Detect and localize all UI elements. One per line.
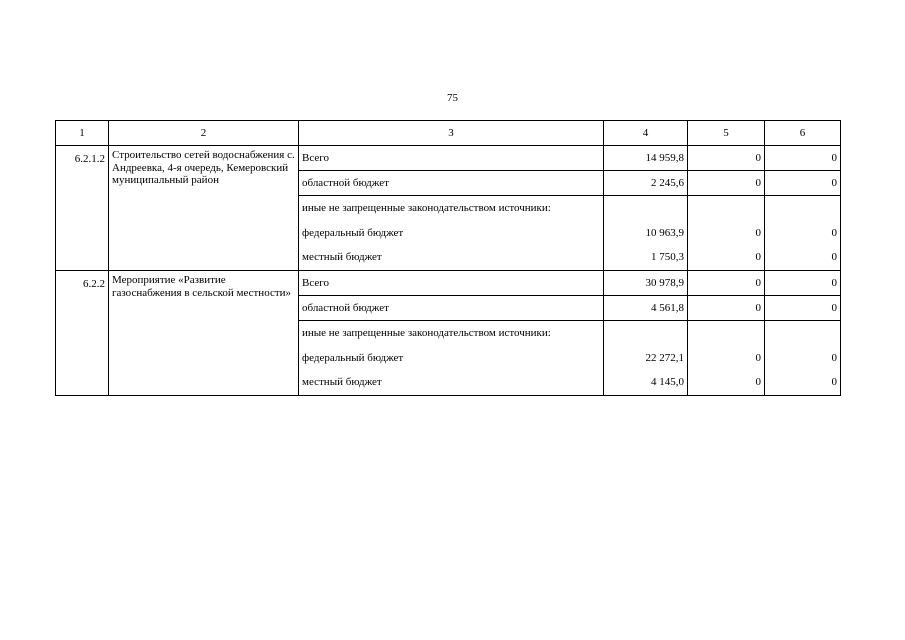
value-col4: [604, 196, 688, 221]
funding-source: областной бюджет: [299, 171, 604, 196]
funding-source: местный бюджет: [299, 371, 604, 396]
value-col5: 0: [688, 371, 765, 396]
value-col4: 4 145,0: [604, 371, 688, 396]
value-col6: 0: [765, 346, 841, 371]
value-col5: 0: [688, 271, 765, 296]
value-col5: 0: [688, 246, 765, 271]
funding-source: федеральный бюджет: [299, 346, 604, 371]
header-cell-3: 3: [299, 121, 604, 146]
funding-source: местный бюджет: [299, 246, 604, 271]
header-cell-1: 1: [56, 121, 109, 146]
value-col5: [688, 321, 765, 346]
item-name: Мероприятие «Развитие газоснабжения в сельской местности»: [109, 271, 299, 396]
item-code: 6.2.1.2: [56, 146, 109, 271]
value-col5: [688, 196, 765, 221]
funding-source: иные не запрещенные законодательством источники:: [299, 196, 604, 221]
value-col4: 30 978,9: [604, 271, 688, 296]
funding-source: Всего: [299, 146, 604, 171]
value-col6: 0: [765, 296, 841, 321]
value-col6: 0: [765, 171, 841, 196]
table-row: [56, 146, 841, 171]
funding-source: областной бюджет: [299, 296, 604, 321]
value-col6: 0: [765, 371, 841, 396]
value-col5: 0: [688, 221, 765, 246]
value-col4: 2 245,6: [604, 171, 688, 196]
funding-source: федеральный бюджет: [299, 221, 604, 246]
page-number: 75: [447, 92, 458, 104]
value-col6: 0: [765, 246, 841, 271]
value-col5: 0: [688, 146, 765, 171]
funding-source: иные не запрещенные законодательством источники:: [299, 321, 604, 346]
value-col6: [765, 196, 841, 221]
budget-table: [55, 120, 841, 396]
value-col5: 0: [688, 171, 765, 196]
value-col5: 0: [688, 346, 765, 371]
value-col6: [765, 321, 841, 346]
value-col4: 22 272,1: [604, 346, 688, 371]
header-cell-6: 6: [765, 121, 841, 146]
item-name: Строительство сетей водоснабжения с. Андреевка, 4-я очередь, Кемеровский муниципальный район: [109, 146, 299, 271]
item-code: 6.2.2: [56, 271, 109, 396]
value-col6: 0: [765, 146, 841, 171]
value-col4: [604, 321, 688, 346]
value-col5: 0: [688, 296, 765, 321]
funding-source: Всего: [299, 271, 604, 296]
value-col4: 1 750,3: [604, 246, 688, 271]
header-cell-2: 2: [109, 121, 299, 146]
value-col4: 14 959,8: [604, 146, 688, 171]
header-cell-5: 5: [688, 121, 765, 146]
header-cell-4: 4: [604, 121, 688, 146]
table-row: [56, 271, 841, 296]
value-col4: 4 561,8: [604, 296, 688, 321]
value-col6: 0: [765, 221, 841, 246]
value-col6: 0: [765, 271, 841, 296]
table-header-row: [56, 121, 841, 146]
value-col4: 10 963,9: [604, 221, 688, 246]
